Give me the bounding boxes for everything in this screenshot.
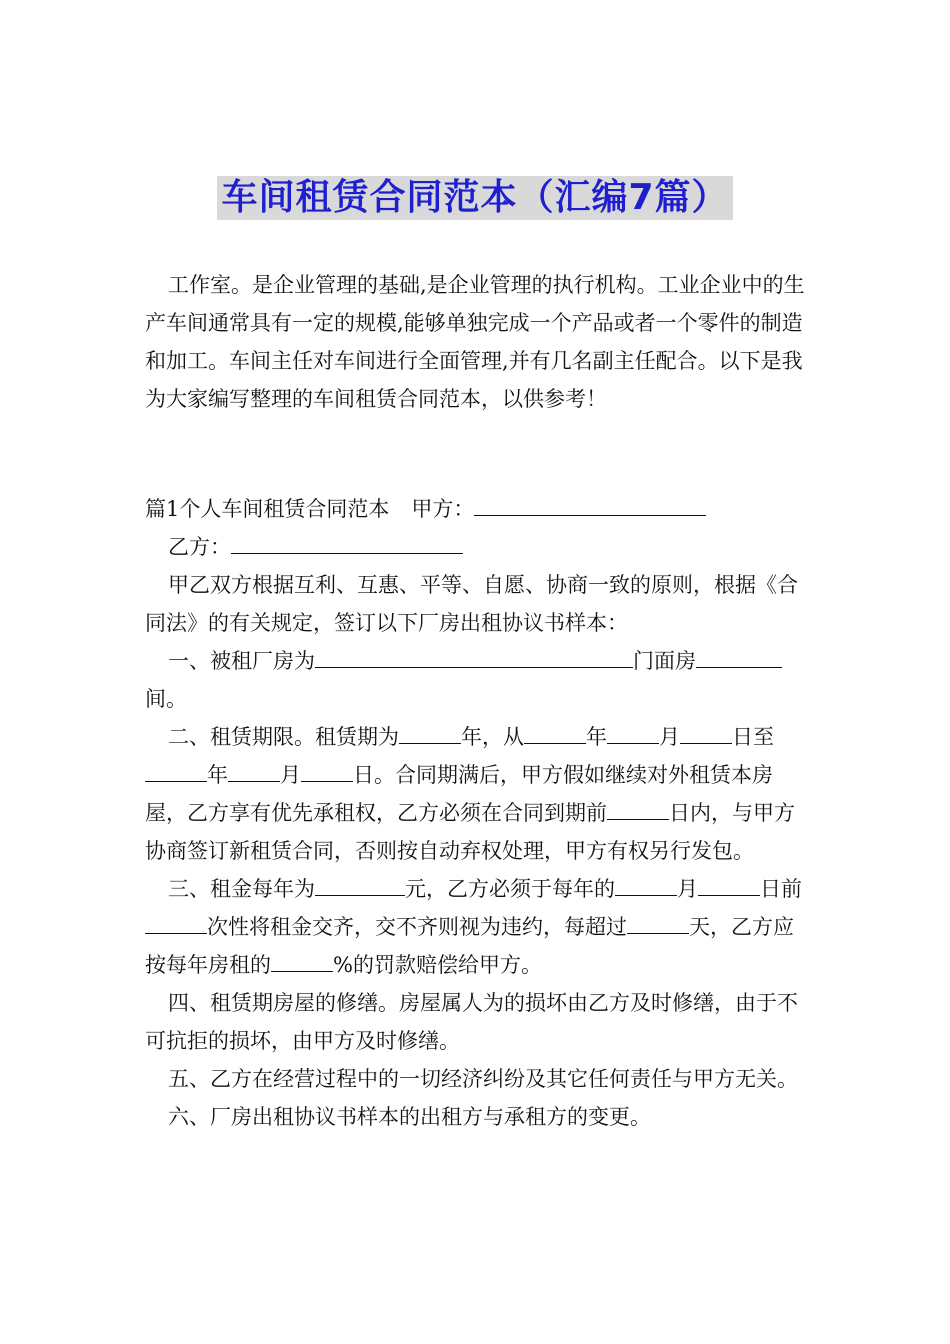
party-b-label: 乙方： (168, 535, 231, 559)
clause-3-text-b: 元，乙方必须于每年的 (405, 877, 615, 901)
clause-1-text-b: 门面房 (633, 649, 696, 673)
clause-3-text-c: 月 (677, 877, 698, 901)
clause-2-text-b: 年，从 (461, 725, 524, 749)
clause-2-blank-start-year (524, 719, 586, 744)
clause-1-blank-rooms (696, 643, 782, 668)
clause-3-blank-percent (271, 947, 333, 972)
clause-1-blank-factory (315, 643, 633, 668)
clause-3-blank-overdue-days (627, 909, 689, 934)
party-a-label: 甲方： (411, 497, 475, 521)
clause-3-text-f: 天，乙方应按每年房租的 (145, 915, 794, 977)
party-a-blank (474, 491, 706, 516)
clause-1 (145, 642, 810, 718)
clause-2-blank-start-month (607, 719, 659, 744)
clause-3-blank-month (615, 871, 677, 896)
title-area (0, 176, 950, 220)
clause-2-blank-notice-days (607, 795, 669, 820)
clause-2-text-c: 年 (586, 725, 607, 749)
party-b-blank (231, 529, 463, 554)
contract-heading-line (145, 490, 810, 528)
clause-3-text-a: 三、租金每年为 (168, 877, 315, 901)
clause-2 (145, 718, 810, 870)
clause-3-blank-times (145, 909, 207, 934)
clause-3-blank-day (698, 871, 760, 896)
preamble-paragraph: 甲乙双方根据互利、互惠、平等、自愿、协商一致的原则，根据《合同法》的有关规定，签订以下厂房出租协议书样本： (145, 573, 798, 635)
clause-3-blank-rent (315, 871, 405, 896)
clause-2-blank-end-day (301, 757, 353, 782)
clause-3-text-e: 次性将租金交齐，交不齐则视为违约，每超过 (207, 915, 627, 939)
document-title: 车间租赁合同范本（汇编7篇） (217, 176, 732, 220)
clause-2-blank-end-month (228, 757, 280, 782)
clause-3-text-d: 日前 (760, 877, 802, 901)
clause-2-text-h: 日。合同期满后，甲方假如继续对外租赁本房屋，乙方享有优先承租权，乙方必须在合同到期前 (145, 763, 773, 825)
clause-1-text-c: 间。 (145, 687, 187, 711)
clause-2-blank-start-day (680, 719, 732, 744)
clause-1-text-a: 一、被租厂房为 (168, 649, 315, 673)
clause-3 (145, 870, 810, 984)
clause-2-text-a: 二、租赁期限。租赁期为 (168, 725, 399, 749)
clause-2-blank-years (399, 719, 461, 744)
clause-2-text-d: 月 (659, 725, 680, 749)
intro-section (145, 266, 810, 418)
contract-heading: 篇1个人车间租赁合同范本 (145, 497, 390, 521)
clause-2-text-f: 年 (207, 763, 228, 787)
clause-6: 六、厂房出租协议书样本的出租方与承租方的变更。 (168, 1105, 651, 1129)
intro-paragraph: 工作室。是企业管理的基础,是企业管理的执行机构。工业企业中的生产车间通常具有一定的规模,能够单独完成一个产品或者一个零件的制造和加工。车间主任对车间进行全面管理,并有几名副主任配合。以下是我为大家编写整理的车间租赁合同范本，以供参考！ (145, 273, 805, 411)
clause-5: 五、乙方在经营过程中的一切经济纠纷及其它任何责任与甲方无关。 (168, 1067, 798, 1091)
clause-2-text-g: 月 (280, 763, 301, 787)
clause-2-text-i: 日内，与甲方协商签订新租赁合同，否则按自动弃权处理，甲方有权另行发包。 (145, 801, 795, 863)
party-b-line (145, 528, 810, 566)
clause-2-blank-end-year (145, 757, 207, 782)
clause-3-text-g: %的罚款赔偿给甲方。 (333, 953, 542, 977)
contract-section (145, 490, 810, 1136)
clause-4: 四、租赁期房屋的修缮。房屋属人为的损坏由乙方及时修缮，由于不可抗拒的损坏，由甲方及时修缮。 (145, 991, 798, 1053)
clause-2-text-e: 日至 (732, 725, 774, 749)
